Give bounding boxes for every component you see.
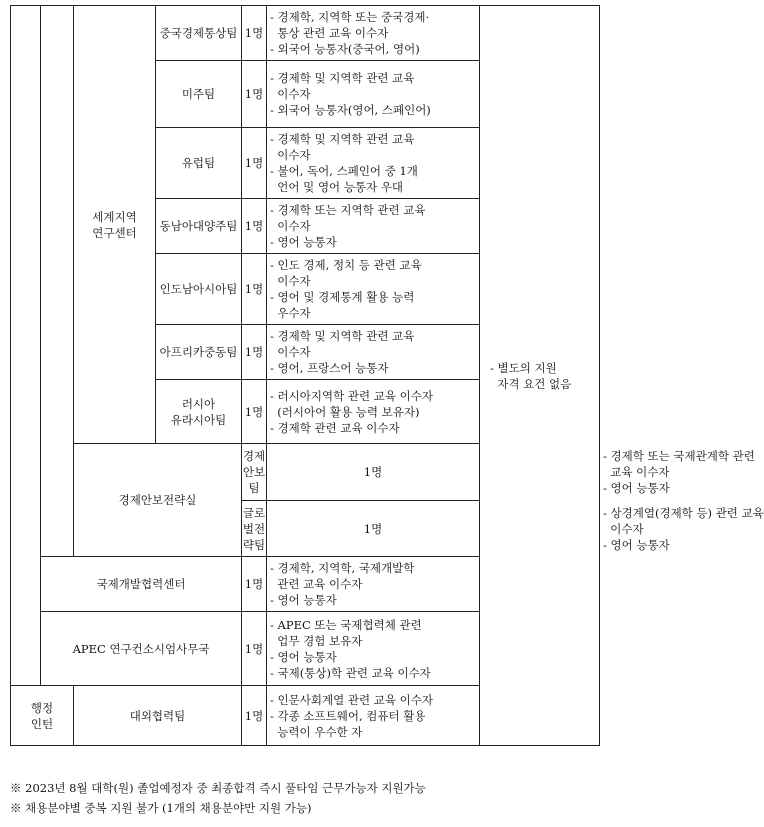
requirement-line: - 국제(통상)학 관련 교육 이수자 [270, 665, 431, 680]
right-note-cell [480, 6, 600, 746]
footnote-2: ※ 채용분야별 중복 지원 불가 (1개의 채용분야만 지원 가능) [10, 801, 312, 815]
group-security [74, 444, 242, 557]
requirement-line: - 경제학 관련 교육 이수자 [270, 420, 400, 435]
requirement-line: 이수자 [270, 148, 311, 162]
count: 1명 [244, 641, 264, 656]
dept-cell [156, 61, 242, 128]
requirement-line: - 외국어 능통자(중국어, 영어) [270, 42, 420, 56]
dept-name: 동남아대양주팀 [159, 219, 238, 233]
requirement-line: - 각종 소프트웨어, 컴퓨터 활용 [270, 708, 426, 723]
dept-cell [156, 254, 242, 325]
note-line: 자격 요건 없음 [490, 376, 572, 391]
dept-cell [242, 444, 267, 501]
requirement-line: - 영어 능통자 [270, 649, 337, 664]
recruitment-table [10, 5, 764, 746]
requirement-line: - 인문사회계열 관련 교육 이수자 [270, 692, 433, 707]
dept-cell [41, 557, 242, 612]
text-line: 경제안보전략실 [118, 493, 197, 507]
requirement-line: 이수자 [270, 87, 311, 101]
blank-col [11, 6, 41, 686]
dept-name: 아프리카중동팀 [159, 345, 238, 359]
count: 1명 [244, 345, 264, 359]
dept-cell [156, 325, 242, 380]
text-line: 세계지역 [92, 209, 137, 224]
text-line: 인턴 [30, 716, 54, 731]
count: 1명 [244, 87, 264, 101]
count-cell [267, 444, 480, 501]
dept-name: 국제개발협력센터 [96, 577, 186, 591]
requirements-cell [267, 61, 480, 128]
count: 1명 [244, 577, 264, 591]
requirements-cell [267, 6, 480, 61]
dept-name: 대외협력팀 [129, 708, 186, 723]
dept-name: 중국경제통상팀 [159, 26, 238, 40]
dept-name: 글로벌전략팀 [242, 505, 266, 552]
count-cell [242, 6, 267, 61]
dept-name: 유럽팀 [181, 156, 216, 170]
count: 1명 [244, 26, 264, 40]
requirements-cell [267, 325, 480, 380]
dept-name: 러시아 [181, 396, 216, 411]
count: 1명 [363, 465, 383, 479]
requirement-line: - 경제학, 지역학 또는 중국경제· [270, 10, 430, 24]
requirement-line: - 영어, 프랑스어 능통자 [270, 361, 389, 375]
requirements-cell [267, 254, 480, 325]
dept-cell [242, 501, 267, 557]
footnote-1: ※ 2023년 8월 대학(원) 졸업예정자 중 최종합격 즉시 풀타임 근무가능자 지원가능 [10, 781, 426, 795]
group-world-center [74, 6, 156, 444]
requirement-line: 우수자 [270, 306, 311, 320]
requirement-line: 이수자 [270, 274, 311, 288]
requirement-line: 능력이 우수한 자 [270, 724, 363, 739]
requirements-cell [267, 557, 480, 612]
requirement-line: - 러시아지역학 관련 교육 이수자 [270, 388, 433, 403]
count-cell [242, 325, 267, 380]
requirement-line: 이수자 [270, 219, 311, 233]
requirement-line: - APEC 또는 국제협력체 관련 [270, 617, 422, 632]
dept-name: 유라시아팀 [170, 412, 227, 427]
requirement-line: - 경제학 및 지역학 관련 교육 [270, 71, 415, 85]
table-row: 경제안보전략실 경제안보팀 1명 - 경제학 또는 국제관계학 관련 교육 이수자 - 영어 능통자 [11, 444, 600, 501]
requirements-cell [267, 380, 480, 444]
count: 1명 [363, 521, 383, 536]
requirement-line: - 영어 및 경제통계 활용 능력 [270, 290, 415, 304]
requirements-cell [267, 612, 480, 686]
dept-name: 미주팀 [181, 87, 216, 101]
requirements-cell [267, 199, 480, 254]
dept-name: APEC 연구컨소시엄사무국 [72, 641, 210, 656]
count: 1명 [244, 708, 264, 723]
count-cell [242, 380, 267, 444]
requirement-line: (러시아어 활용 능력 보유자) [270, 404, 420, 419]
dept-cell [156, 380, 242, 444]
requirement-line: - 인도 경제, 정치 등 관련 교육 [270, 258, 422, 272]
count: 1명 [244, 156, 264, 170]
requirement-line: - 영어 능통자 [270, 235, 337, 249]
requirement-line: - 불어, 독어, 스페인어 중 1개 [270, 164, 418, 178]
count: 1명 [244, 404, 264, 419]
note-line: - 별도의 지원 [490, 360, 557, 375]
dept-name: 경제안보팀 [242, 449, 266, 495]
count-cell [242, 557, 267, 612]
requirement-line: 관련 교육 이수자 [270, 577, 363, 591]
count-cell [242, 128, 267, 199]
table-row: 글로벌전략팀 1명 - 상경계열(경제학 등) 관련 교육 이수자 - 영어 능통자 [11, 501, 600, 557]
requirement-line: - 영어 능통자 [270, 593, 337, 607]
dept-cell [156, 6, 242, 61]
count: 1명 [244, 282, 264, 296]
blank-col-2 [41, 6, 74, 557]
requirement-line: 통상 관련 교육 이수자 [270, 26, 389, 40]
text-line: 행정 [30, 700, 54, 715]
requirements-cell [267, 686, 480, 746]
dept-name: 인도남아시아팀 [159, 282, 238, 296]
requirement-line: 이수자 [270, 345, 311, 359]
requirement-line: - 경제학 또는 지역학 관련 교육 [270, 203, 426, 217]
text-line: 연구센터 [92, 225, 137, 240]
requirement-line: - 경제학 및 지역학 관련 교육 [270, 132, 415, 146]
requirement-line: 언어 및 영어 능통자 우대 [270, 180, 404, 194]
dept-cell [156, 128, 242, 199]
count-cell [242, 199, 267, 254]
dept-cell [41, 612, 242, 686]
footnotes [10, 778, 426, 819]
requirements-cell [267, 128, 480, 199]
requirement-line: - 경제학 및 지역학 관련 교육 [270, 329, 415, 343]
count: 1명 [244, 219, 264, 233]
table-row [11, 6, 600, 61]
count-cell [242, 254, 267, 325]
dept-cell [156, 199, 242, 254]
count-cell [242, 686, 267, 746]
requirement-line: 업무 경험 보유자 [270, 633, 363, 648]
requirement-line: - 외국어 능통자(영어, 스페인어) [270, 103, 431, 117]
count-cell [242, 612, 267, 686]
dept-cell [74, 686, 242, 746]
count-cell [242, 61, 267, 128]
count-cell [267, 501, 480, 557]
group-admin-intern [11, 686, 74, 746]
requirement-line: - 경제학, 지역학, 국제개발학 [270, 561, 415, 575]
